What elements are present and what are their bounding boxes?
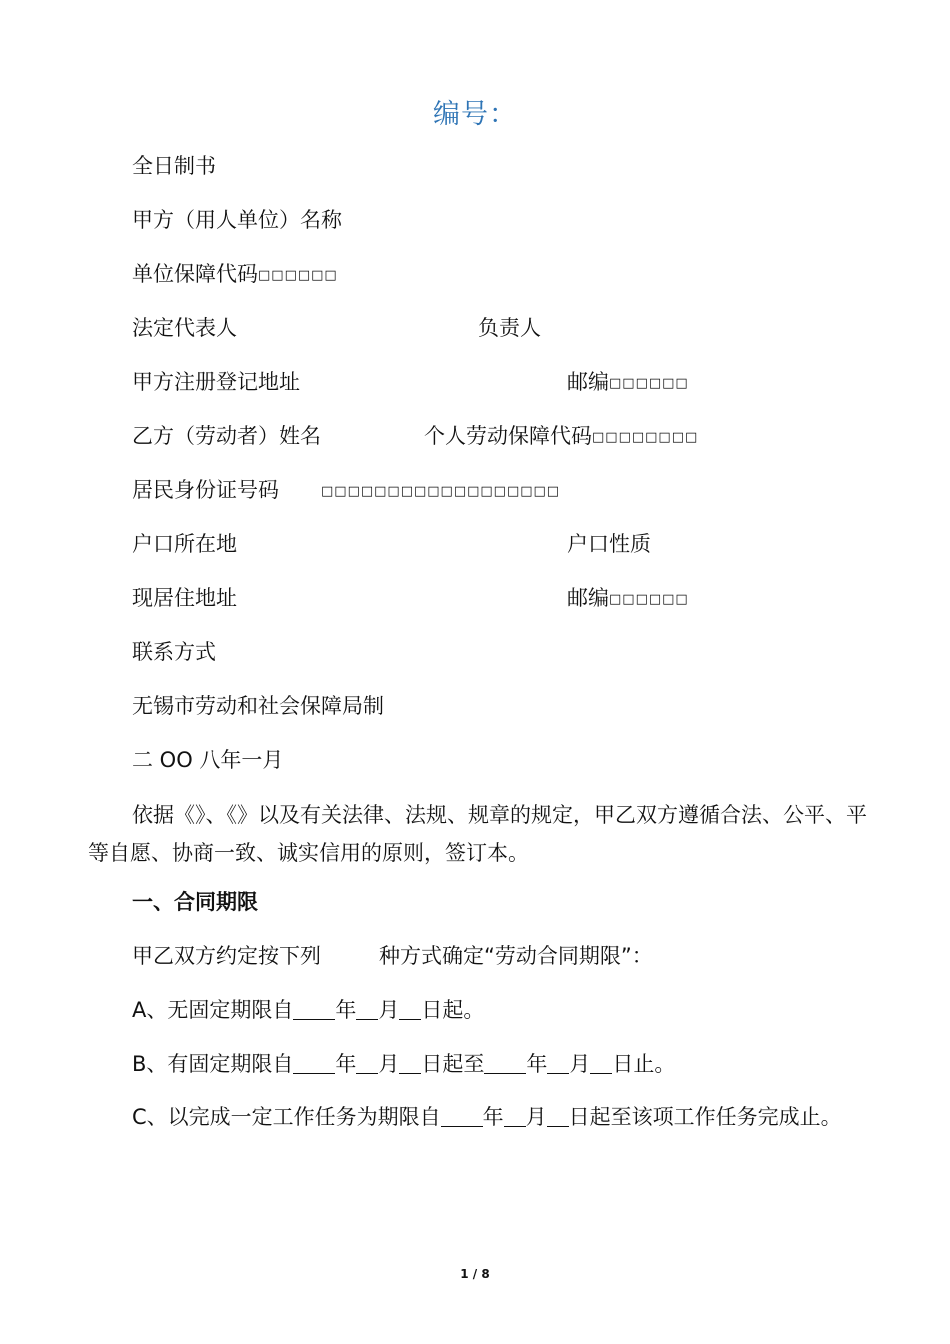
option-a-suffix: 日起。 (421, 998, 485, 1022)
postcode-label-2: 邮编 (567, 586, 609, 610)
id-number-field (321, 476, 560, 506)
personal-code-label: 个人劳动保障代码 (424, 424, 592, 448)
unit-code-label: 单位保障代码 (132, 262, 258, 286)
option-a-prefix: A、无固定期限自 (132, 998, 294, 1022)
month-unit: 月 (378, 998, 400, 1022)
end-year-unit: 年 (526, 1052, 548, 1076)
year-blank (441, 1106, 483, 1127)
option-b-line (132, 1050, 675, 1078)
end-year-blank (484, 1053, 526, 1074)
legal-rep-label: 法定代表人 (132, 316, 237, 340)
end-month-blank (547, 1053, 569, 1074)
id-number-label: 居民身份证号码 (132, 478, 279, 502)
issuer-text: 无锡市劳动和社会保障局制 (132, 694, 384, 718)
month-unit: 月 (525, 1105, 547, 1129)
year-blank (293, 1053, 335, 1074)
contract-type: 全日制书 (132, 154, 216, 178)
day-blank (547, 1106, 569, 1127)
day-blank (399, 999, 421, 1020)
option-c-suffix: 日起至该项工作任务完成止。 (568, 1105, 842, 1129)
year-unit: 年 (482, 1105, 504, 1129)
month-blank (504, 1106, 526, 1127)
section-1-lead (132, 942, 653, 970)
contact-label: 联系方式 (132, 640, 216, 664)
intro-paragraph: 依据《》、《》以及有关法律、法规、规章的规定，甲乙双方遵循合法、公平、平等自愿、协商一致、诚实信用的原则，签订本。 (88, 803, 867, 865)
day-blank (399, 1053, 421, 1074)
id-number-boxes: □□□□□□□□□□□□□□□□□□ (321, 484, 561, 499)
personal-code-boxes: □□□□□□□□ (592, 430, 699, 445)
month-unit: 月 (378, 1052, 400, 1076)
current-address-label: 现居住地址 (132, 586, 237, 610)
month-blank (356, 999, 378, 1020)
option-c-prefix: C、以完成一定工作任务为期限自 (132, 1105, 441, 1129)
party-b-name-label: 乙方（劳动者）姓名 (132, 424, 321, 448)
year-unit: 年 (335, 998, 357, 1022)
document-number-title: 编号： (433, 99, 517, 130)
unit-code-boxes: □□□□□□ (258, 268, 338, 283)
end-day-blank (590, 1053, 612, 1074)
option-a-line (132, 996, 484, 1024)
section-1-heading: 一、合同期限 (132, 890, 258, 914)
postcode-field-2 (567, 584, 689, 614)
option-b-mid: 日起至 (421, 1052, 485, 1076)
month-blank (356, 1053, 378, 1074)
year-unit: 年 (335, 1052, 357, 1076)
end-month-unit: 月 (569, 1052, 591, 1076)
option-b-prefix: B、有固定期限自 (132, 1052, 294, 1076)
unit-code-field (132, 260, 338, 290)
issue-date: 二 OO 八年一月 (132, 748, 284, 772)
page-indicator: 1 / 8 (460, 1267, 490, 1281)
hukou-location-label: 户口所在地 (132, 532, 237, 556)
party-a-name-label: 甲方（用人单位）名称 (132, 208, 342, 232)
section-1-lead-part-b: 种方式确定“劳动合同期限”： (379, 944, 653, 968)
section-1-lead-part-a: 甲乙双方约定按下列 (132, 944, 321, 968)
registered-address-label: 甲方注册登记地址 (132, 370, 300, 394)
personal-code-field (424, 422, 698, 452)
year-blank (293, 999, 335, 1020)
option-b-suffix: 日止。 (612, 1052, 676, 1076)
person-in-charge-label: 负责人 (478, 316, 541, 340)
option-c-paragraph (88, 1098, 848, 1136)
postcode-boxes-2: □□□□□□ (609, 592, 689, 607)
postcode-field-1 (567, 368, 689, 398)
postcode-boxes-1: □□□□□□ (609, 376, 689, 391)
hukou-type-label: 户口性质 (567, 532, 651, 556)
postcode-label-1: 邮编 (567, 370, 609, 394)
